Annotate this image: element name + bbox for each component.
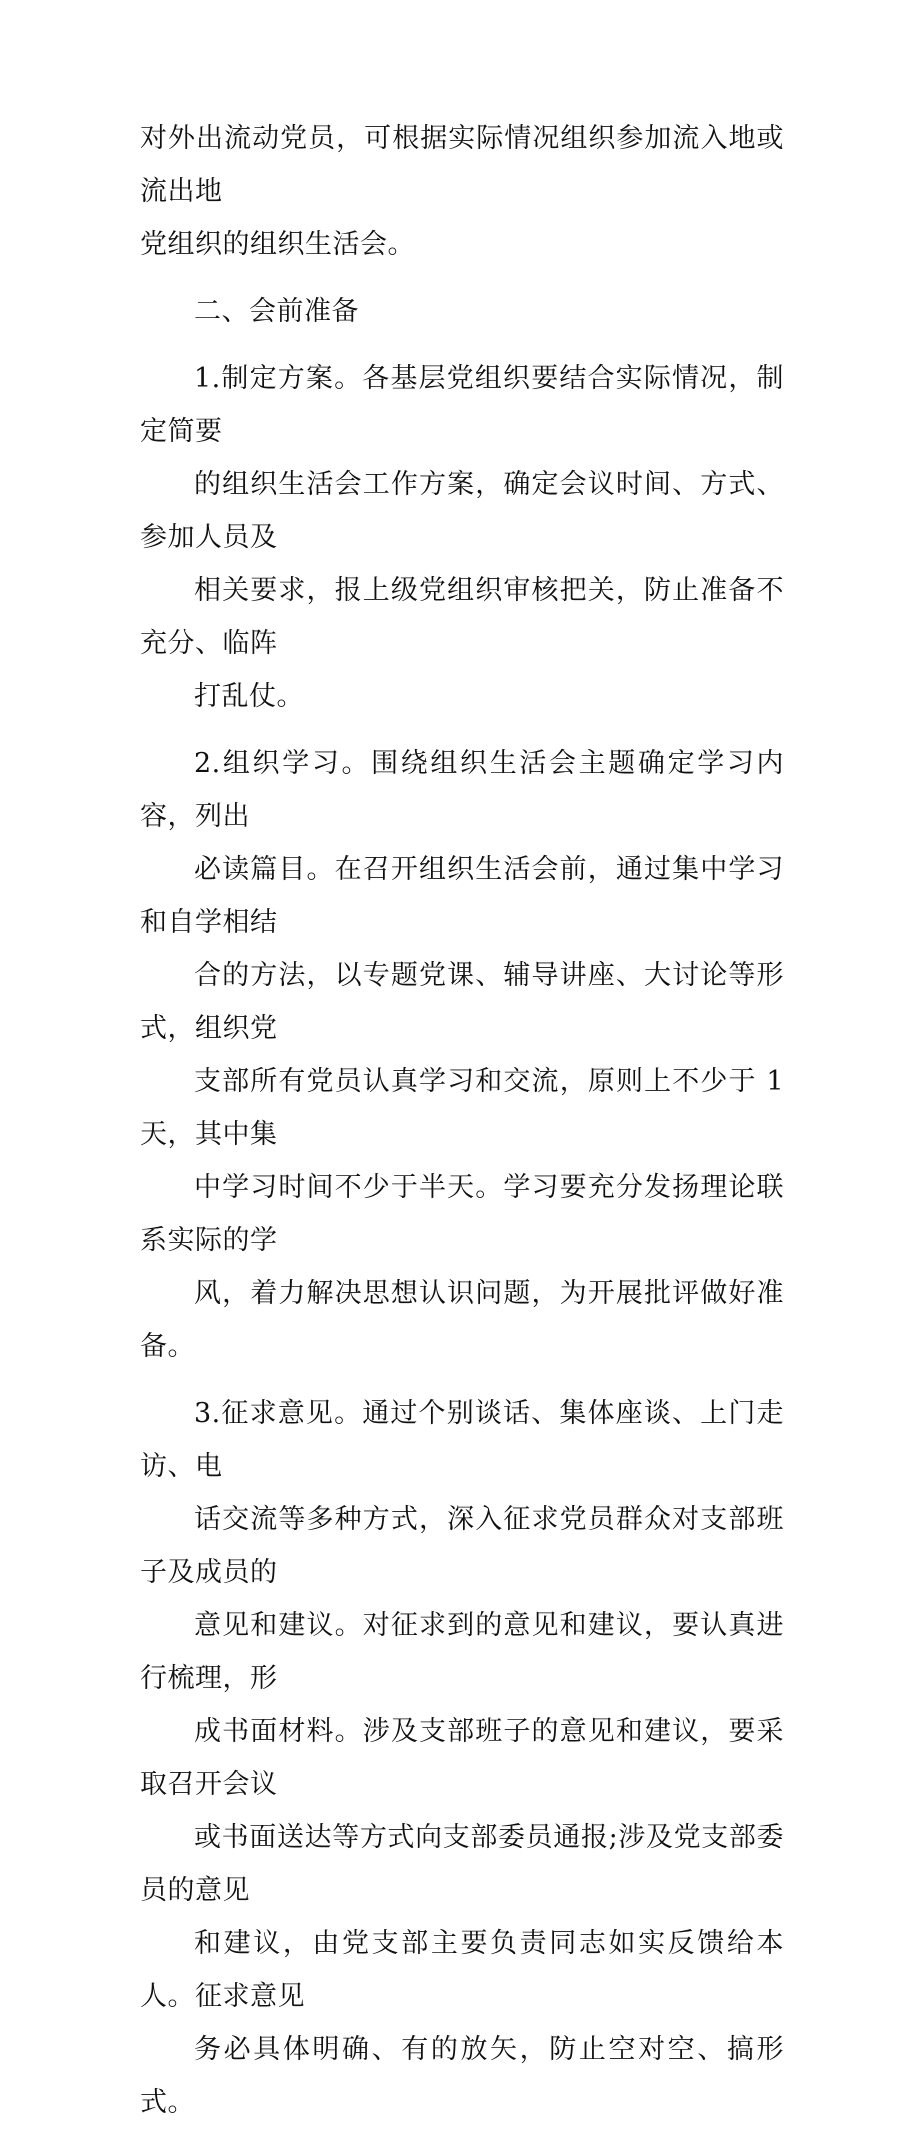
paragraph-line: 风，着力解决思想认识问题，为开展批评做好准备。 (140, 1278, 784, 1362)
paragraph-line: 3.征求意见。通过个别谈话、集体座谈、上门走访、电 (140, 1398, 784, 1482)
document-body (140, 112, 784, 2143)
paragraph-line: 的组织生活会工作方案，确定会议时间、方式、参加人员及 (140, 469, 784, 553)
paragraph-line: 合的方法，以专题党课、辅导讲座、大讨论等形式，组织党 (140, 960, 784, 1044)
paragraph-line: 2.组织学习。围绕组织生活会主题确定学习内容，列出 (140, 748, 784, 832)
paragraph-line: 打乱仗。 (194, 681, 304, 712)
paragraph-line: 1.制定方案。各基层党组织要结合实际情况，制定简要 (140, 363, 784, 447)
paragraph (140, 352, 784, 723)
paragraph-line: 中学习时间不少于半天。学习要充分发扬理论联系实际的学 (140, 1172, 784, 1256)
paragraph-line: 对外出流动党员，可根据实际情况组织参加流入地或流出地 (140, 123, 784, 207)
paragraph-line: 意见和建议。对征求到的意见和建议，要认真进行梳理，形 (140, 1610, 784, 1694)
paragraph-line: 话交流等多种方式，深入征求党员群众对支部班子及成员的 (140, 1504, 784, 1588)
paragraph (140, 112, 784, 271)
paragraph-line: 或书面送达等方式向支部委员通报;涉及党支部委员的意见 (140, 1822, 784, 1906)
paragraph-line: 和建议，由党支部主要负责同志如实反馈给本人。征求意见 (140, 1928, 784, 2012)
paragraph-line: 党组织的组织生活会。 (140, 229, 415, 260)
paragraph-line: 务必具体明确、有的放矢，防止空对空、搞形式。 (140, 2034, 784, 2118)
paragraph (140, 737, 784, 1373)
paragraph-line: 二、会前准备 (194, 296, 359, 327)
paragraph (140, 1387, 784, 2129)
paragraph-line: 成书面材料。涉及支部班子的意见和建议，要采取召开会议 (140, 1716, 784, 1800)
paragraph-line: 必读篇目。在召开组织生活会前，通过集中学习和自学相结 (140, 854, 784, 938)
section-heading (140, 285, 784, 338)
paragraph-line: 相关要求，报上级党组织审核把关，防止准备不充分、临阵 (140, 575, 784, 659)
paragraph-line: 支部所有党员认真学习和交流，原则上不少于 1 天，其中集 (140, 1066, 784, 1150)
